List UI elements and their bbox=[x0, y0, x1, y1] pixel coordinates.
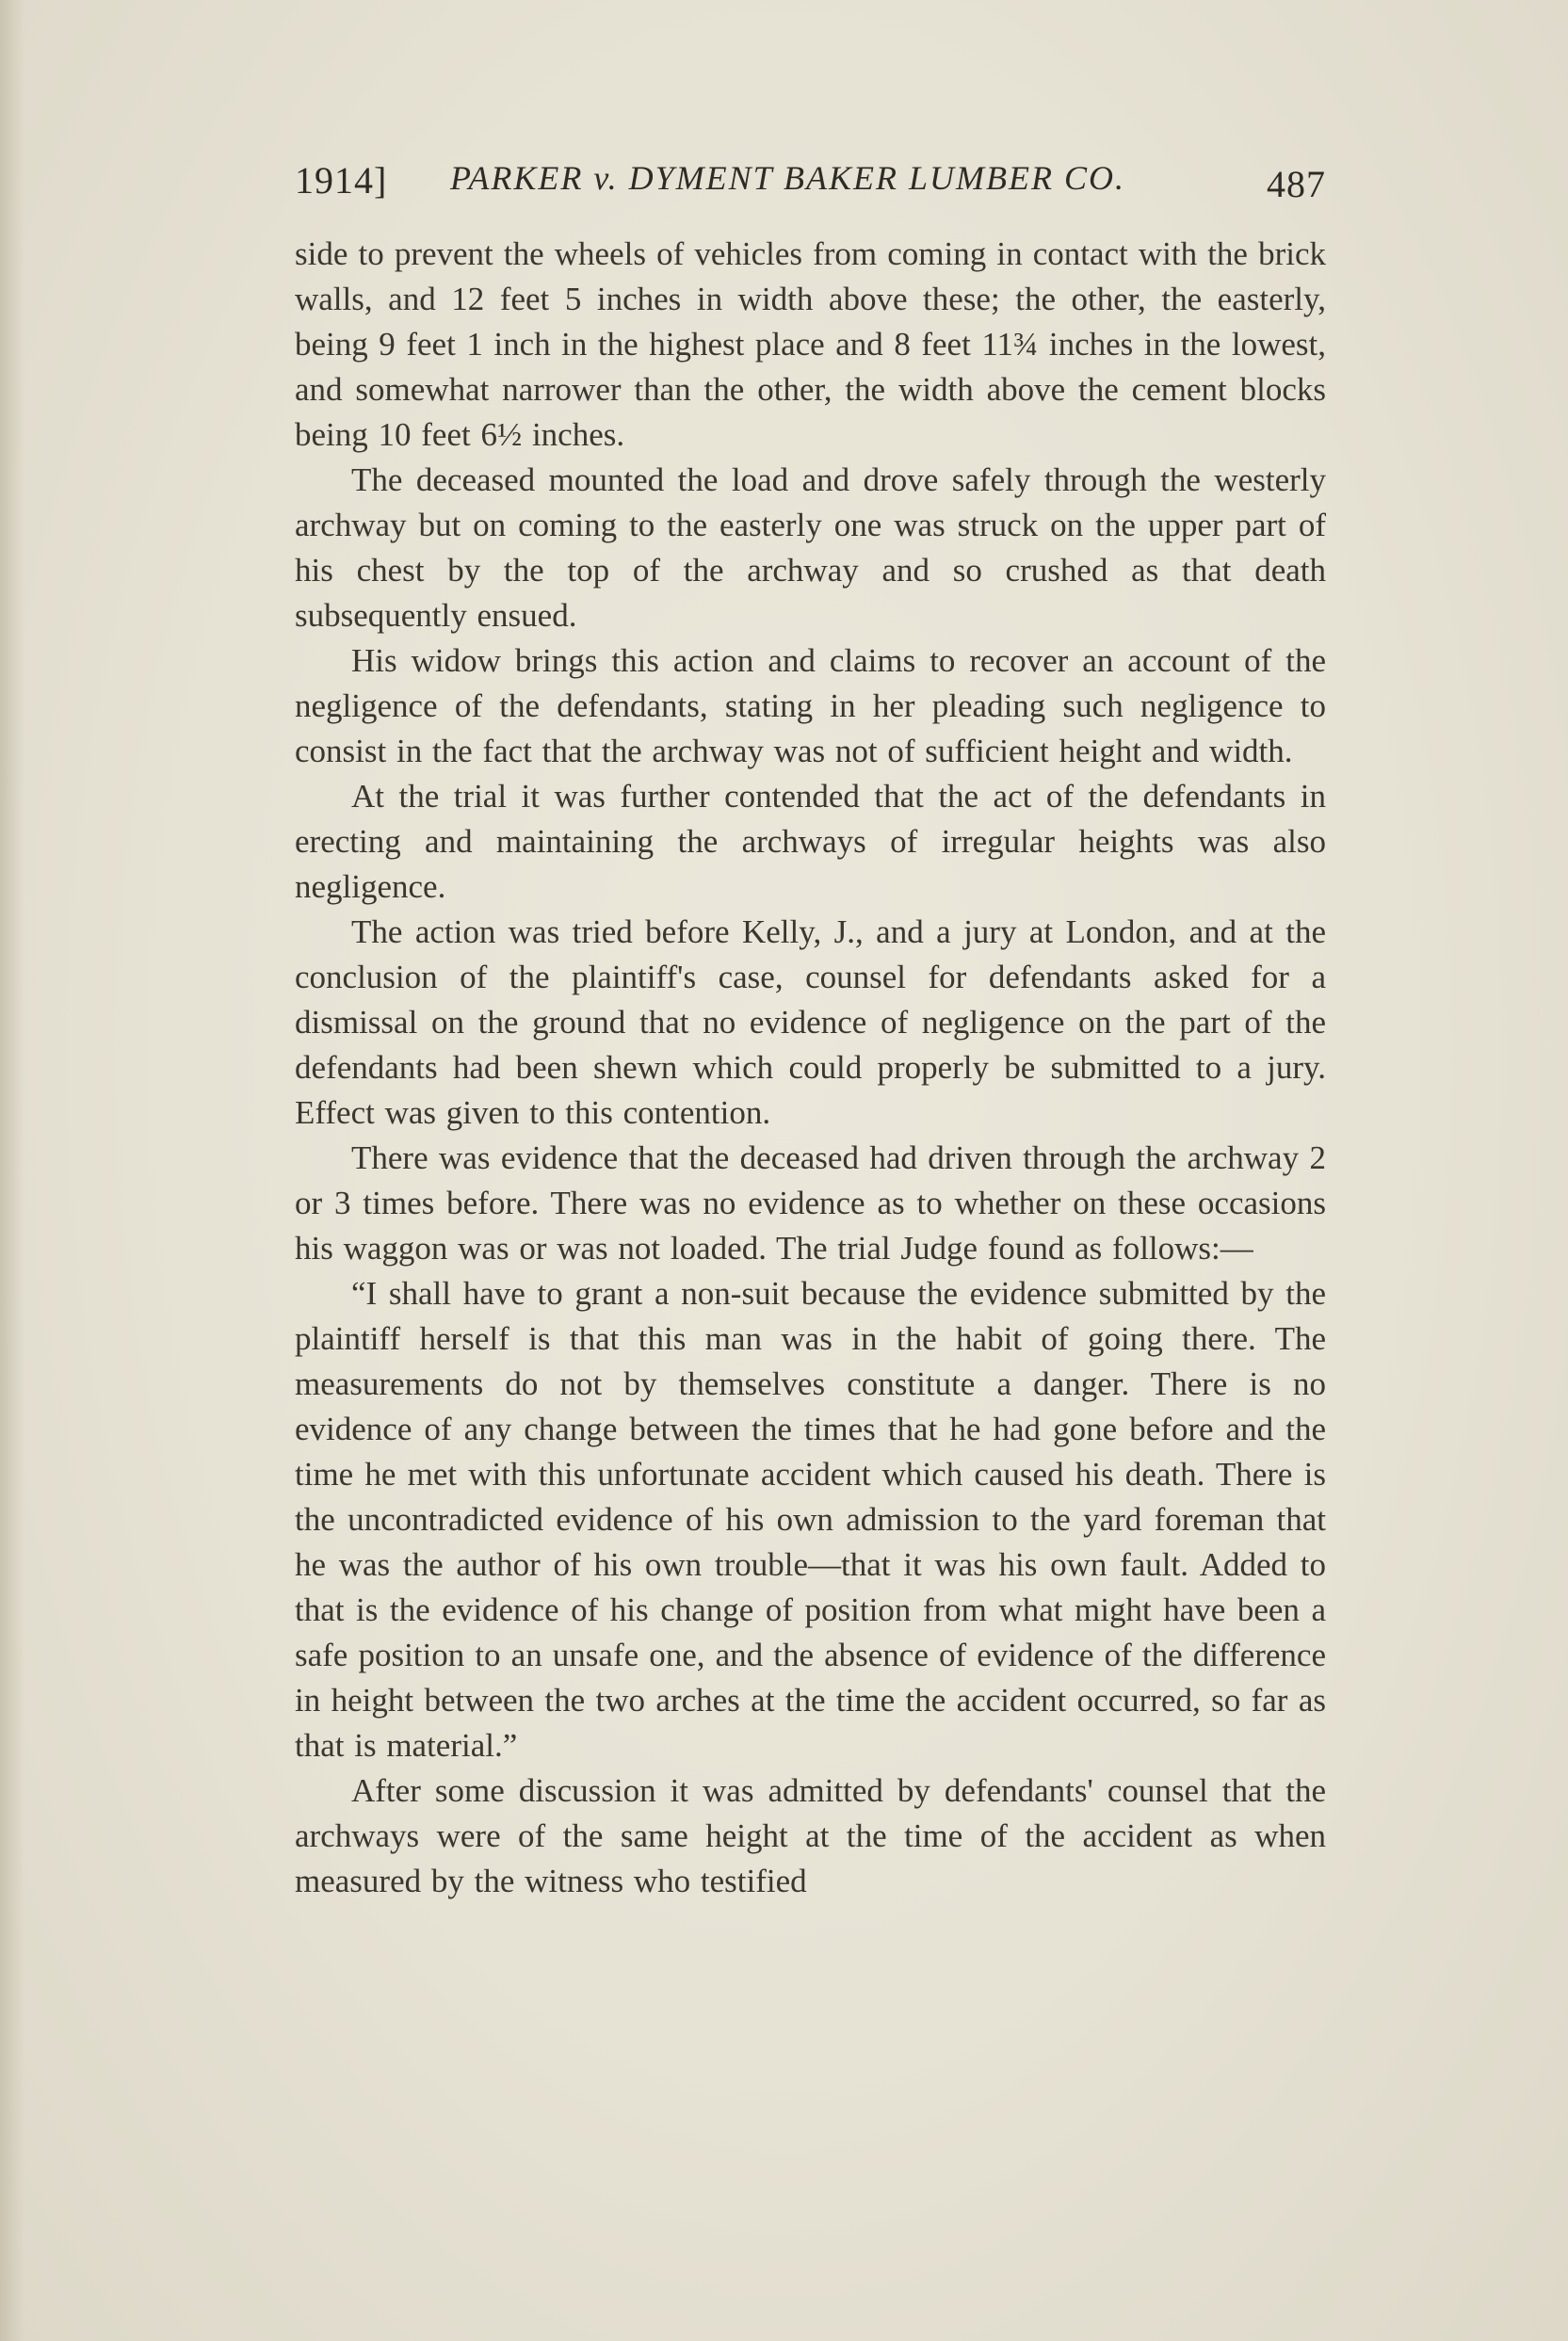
paragraph: His widow brings this action and claims to recover an account of the negligence of the defendants, stating in her pleading such negligence to consist in the fact that the archway was not of sufficient height and width. bbox=[295, 642, 1326, 769]
paragraph: The deceased mounted the load and drove safely through the westerly archway but on coming to the easterly one was struck on the upper part of his chest by the top of the archway and so crushed as that death subsequently ensued. bbox=[295, 461, 1326, 634]
body-text bbox=[295, 232, 1326, 1904]
paragraph: After some discussion it was admitted by defendants' counsel that the archways were of the same height at the time of the accident as when measured by the witness who testified bbox=[295, 1772, 1326, 1899]
paragraph-continued: side to prevent the wheels of vehicles from coming in contact with the brick walls, and 12 feet 5 inches in width above these; the other, the easterly, being 9 feet 1 inch in the highest place and 8 feet 11¾ inches in the lowest, and somewhat narrower than the other, the width above the cement blocks being 10 feet 6½ inches. bbox=[295, 235, 1326, 453]
running-header bbox=[295, 153, 1326, 209]
header-year: 1914] bbox=[295, 159, 388, 202]
quoted-finding: “I shall have to grant a non-suit because the evidence submitted by the plaintiff herself is that this man was in the habit of going there. The measurements do not by themselves constitute a danger. There is no evidence of any change between the times that he had gone before and the time he met with this unfortunate accident which caused his death. There is the uncontradicted evidence of his own admission to the yard foreman that he was the author of his own trouble—that it was his own fault. Added to that is the evidence of his change of position from what might have been a safe position to an unsafe one, and the absence of evidence of the difference in height between the two arches at the time the accident occurred, so far as that is material.” bbox=[295, 1275, 1326, 1764]
page-number: 487 bbox=[1267, 163, 1326, 205]
paragraph: The action was tried before Kelly, J., and a jury at London, and at the conclusion of the plaintiff's case, counsel for defendants asked for a dismissal on the ground that no evidence of negligence on the part of the defendants had been shewn which could properly be submitted to a jury. Effect was given to this contention. bbox=[295, 913, 1326, 1131]
header-running-title: PARKER v. DYMENT BAKER LUMBER CO. bbox=[450, 159, 1125, 197]
paragraph: There was evidence that the deceased had driven through the archway 2 or 3 times before. There was no evidence as to whether on these occasions his waggon was or was not loaded. The trial Judge found as follows:— bbox=[295, 1139, 1326, 1267]
paragraph: At the trial it was further contended that the act of the defendants in erecting and maintaining the archways of irregular heights was also negligence. bbox=[295, 778, 1326, 905]
